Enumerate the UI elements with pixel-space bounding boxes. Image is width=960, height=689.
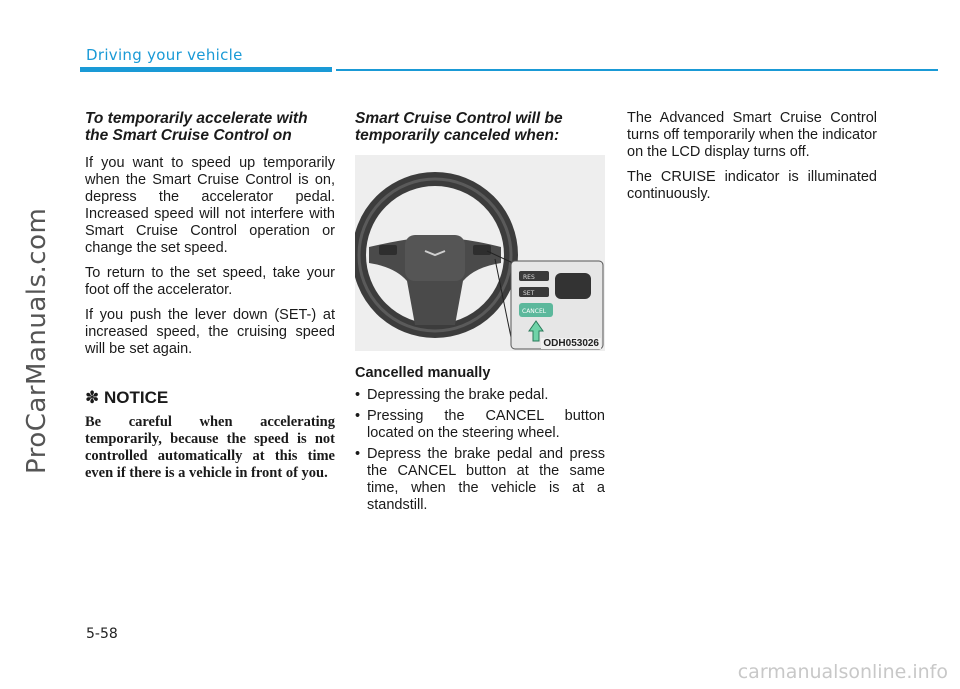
column-2: [355, 110, 605, 518]
notice-title: ✽ NOTICE: [85, 388, 169, 407]
res-label: RES: [523, 274, 535, 281]
canceled-heading: Smart Cruise Control will be temporarily canceled when:: [355, 110, 563, 144]
list-item: • Pressing the CANCEL button located on the steering wheel.: [355, 408, 605, 442]
page-number: 5-58: [86, 626, 118, 642]
section-title: Driving your vehicle: [86, 46, 243, 64]
accelerate-heading: To temporarily accelerate with the Smart Cruise Control on: [85, 110, 308, 144]
notice-body: Be careful when accelerating temporarily, because the speed is not controlled automatically at this time even if there is a vehicle in front of you.: [85, 414, 335, 481]
header-rule-thick: [80, 67, 332, 72]
paragraph: If you push the lever down (SET-) at increased speed, the cruising speed will be set again.: [85, 307, 335, 357]
cancel-label: CANCEL: [522, 308, 547, 315]
paragraph: The Advanced Smart Cruise Control turns off temporarily when the indicator on the LCD display turns off.: [627, 110, 877, 160]
cancel-list: [355, 387, 605, 514]
paragraph: To return to the set speed, take your foot off the accelerator.: [85, 265, 335, 298]
list-item: • Depress the brake pedal and press the CANCEL button at the same time, when the vehicle is at a standstill.: [355, 446, 605, 514]
figure-code: ODH053026: [543, 338, 599, 349]
header-rule-thin: [336, 69, 938, 71]
bottom-watermark: carmanualsonline.info: [737, 661, 948, 683]
side-watermark: ProCarManuals.com: [22, 207, 52, 474]
column-1: [85, 110, 335, 482]
cancelled-manually-subheading: Cancelled manually: [355, 365, 491, 381]
steering-wheel-illustration: [355, 155, 605, 351]
paragraph: The CRUISE indicator is illuminated continuously.: [627, 169, 877, 202]
list-item: • Depressing the brake pedal.: [355, 387, 605, 404]
steering-wheel-figure: [355, 155, 605, 351]
set-label: SET: [523, 290, 535, 297]
column-3: [627, 110, 877, 211]
paragraph: If you want to speed up temporarily when the Smart Cruise Control is on, depress the accelerator pedal. Increased speed will not interfere with Smart Cruise Control operation or change the set speed.: [85, 155, 335, 256]
